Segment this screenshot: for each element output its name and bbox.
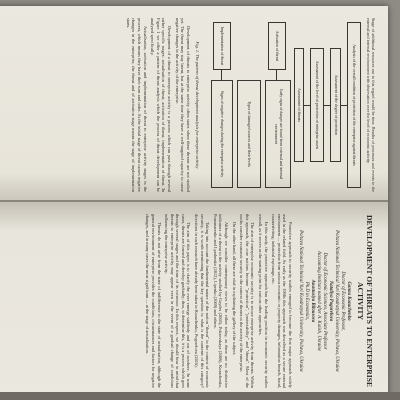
right-paragraph: The aim of this paper is to clarify the ever emerge suddenly and out of nowhere. In some cases, threats are formed and develop gradually; thus, to determine this, it is a process which goes through several stages and the time of its existence. In this respect, we should bear in mind that threats to enterprise activity may appear even in the event of a gradual change of conditions influencing the enterprise activity. xyxy=(164,214,192,388)
diagram-box-threat-assessment: Assessment of threats xyxy=(294,48,304,162)
right-paragraph: Taking into account the fundamental nature of the notion "threat" in the context of economic security, it is worth mentioning that the key question is: what is the contents of this category? directions in such research have already been taken in Kozachenko, Pogorelova (2016). xyxy=(194,214,211,388)
diagram-box-degree-assessment: Assessment of the degree of protection xyxy=(330,48,341,162)
right-paragraph: On the other hand, all these are vital in explaining the gallery of the subject. xyxy=(231,222,237,356)
threat-development-diagram xyxy=(203,18,361,192)
author-name: Nataliya Pogorelova xyxy=(328,280,333,322)
diagram-box-early-signs: Early signs of danger are found from external and internal environment xyxy=(265,80,291,188)
diagram-connector xyxy=(324,105,330,106)
diagram-box-negative-changes: Signs of negative changes during the enterprise activity xyxy=(211,80,233,188)
diagram-box-overall-analysis: Analysis of the overall condition of protection of the enterprise against threats xyxy=(347,22,361,188)
diagram-box-asset-protection: Assessment of the level of protection of enterprise assets xyxy=(310,48,324,162)
left-page-header-text: Stage of additional resources use in this regard would be time. Results of processes and events in the external and internal environment with observation over the level of economic activity xyxy=(365,18,376,192)
left-paragraph: Actualisation, activation and implementation of threat to enterprise activity stages in the process, which means they have their turn and order. At the initial stage of threat causes negative changes in the enterprise, the threat and of activation stage means the stage of implementation starts. xyxy=(125,18,148,192)
left-paragraph: Development of threats to enterprise activity often starts when these threats are not studied yet. The threat may stay latent, but at the same time they have a well-targeted capacity to cause negative changes in the activity of the enterprise. xyxy=(174,18,191,192)
diagram-connector xyxy=(304,105,310,106)
diagram-arrow xyxy=(222,70,223,80)
diagram-connector xyxy=(341,105,347,106)
open-book xyxy=(0,6,388,398)
author-affiliation: Doctor of Economic Professor, xyxy=(340,271,345,331)
author-name: Anastasiya Bilousova xyxy=(310,279,315,323)
right-page xyxy=(0,202,388,398)
diagram-box-activation: Activation of threat xyxy=(268,22,286,70)
figure-caption: Fig. 1. The pattern of threat development analysis for enterprise activity xyxy=(195,41,201,169)
diagram-arrow xyxy=(277,70,278,80)
article-title: DEVELOPMENT OF THREATS TO ENTERPRISE ACTIVITY xyxy=(356,214,374,388)
right-paragraph: Threats do not arise from the state of indifference to the state of actualisation, although the general environment of enterprise provides the conditions, circumstances and factors for negative changes, and in many cases the most significant — at the stage of actualization. xyxy=(145,214,162,388)
abstract: Protective approach to security studies emerged to become the first major approach widely used in the related field. As early as the 1990s this approach was described as a secure external environment — protection from various economic or property damages, information breach, fraud, counterfeiting, industrial espionage, etc. xyxy=(271,214,293,388)
author-affiliation: Poltava National Technical Yuri Kondratyuk University, Poltava, Ukraine xyxy=(298,230,303,372)
author-affiliation: Accounting Institute named after A. Kulish, Ukraine xyxy=(316,250,321,352)
diagram-box-damaged-sources: Types of damaged sources and their levels xyxy=(237,80,261,188)
right-paragraph: Although we consider contemporary views to be either today, as there are no distinctive indicators of a threat to the activity studied by Gaydes (2005), Pokrovskaya (2006), Kozachenko, Ponomarenko and Lyashenko (2012), Lipenko (2009) and others. xyxy=(212,214,230,388)
right-paragraph: In this study, the protective approach has the leading position in economic security studies overall, as it serves as the starting point for various other approaches. xyxy=(258,214,269,388)
right-paragraph: The aim of enterprise economic security is to secure enterprise activity from threats. Within this approach, the core notions become "protection", "protectability" and "threat". Most of the works consider economic security in the context of threats to the activity of the enterprise. xyxy=(239,214,256,388)
left-page xyxy=(0,6,388,202)
left-page-number xyxy=(0,18,1,25)
author-name: Ganna Kozachenko xyxy=(346,281,351,321)
right-page-number xyxy=(0,381,1,388)
author-affiliation: Poltava National Technical Yuri Kondratyuk University, Poltava, Ukraine xyxy=(334,230,339,372)
table-surface xyxy=(0,392,400,400)
author-affiliation: Doctor of Economic Sciences, Associate Professor xyxy=(322,252,327,350)
diagram-box-implementation: Implementation of threat xyxy=(213,22,231,70)
left-paragraph: Development of a threat to enterprise activity is a process which can pass through several rather specific stages: actualisation of threat, activation of threat, implementation of threat. In Figure 1 we offer a pattern of threat analysis which the process of threat development can be analysed specifically. xyxy=(150,18,172,192)
author-affiliation: Ph.D in Economics, xyxy=(304,281,309,321)
